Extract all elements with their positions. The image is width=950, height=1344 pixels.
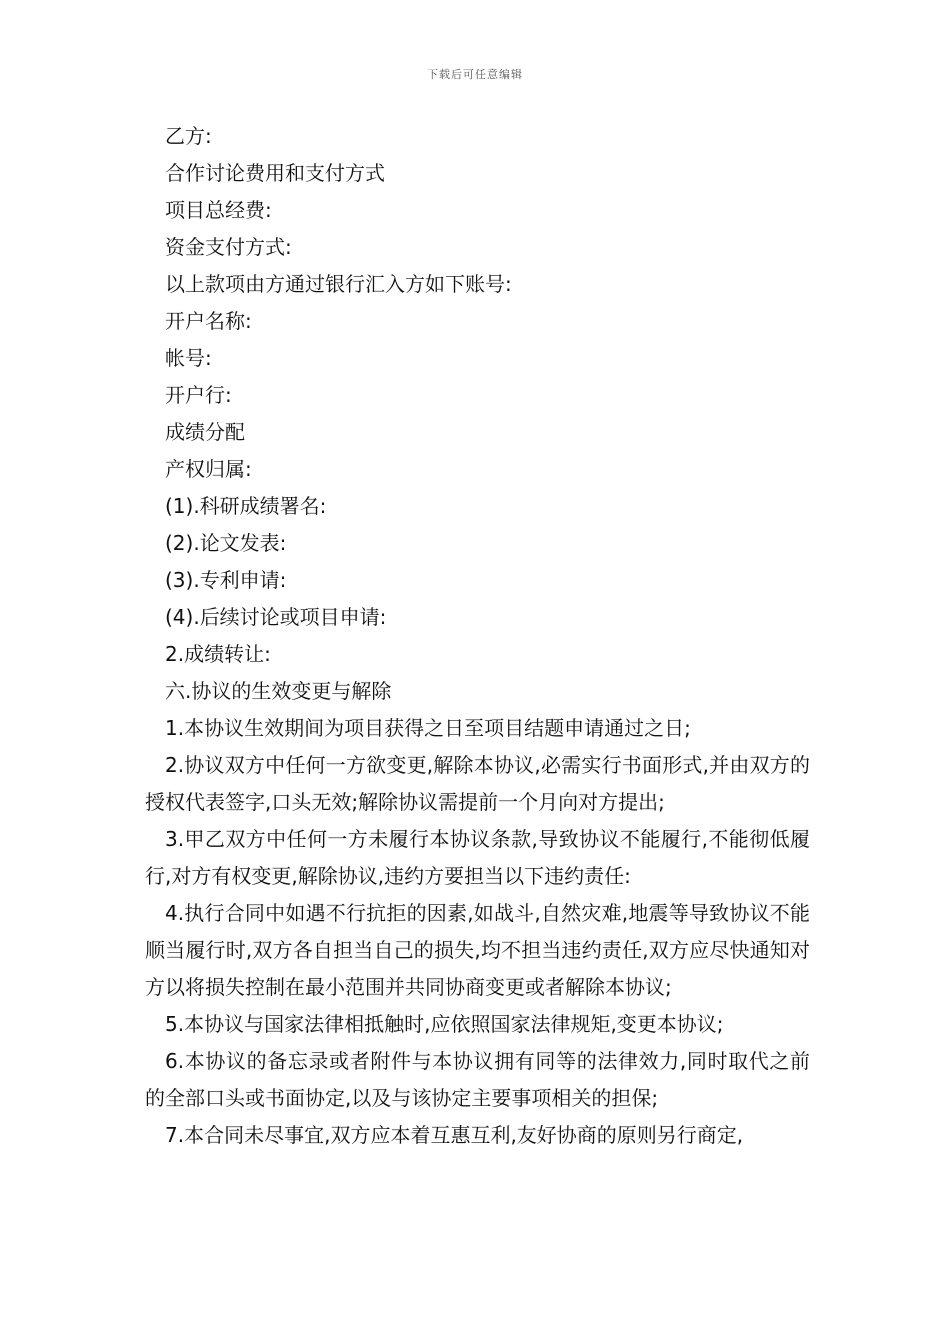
- payment-method-label: 资金支付方式:: [165, 235, 292, 259]
- section-six-heading: 六.协议的生效变更与解除: [165, 679, 392, 703]
- page-header: 下载后可任意编辑: [427, 68, 523, 81]
- account-name-label: 开户名称:: [165, 309, 252, 333]
- clause-4: 4.执行合同中如遇不行抗拒的因素,如战斗,自然灾难,地震等导致协议不能顺当履行时,双方各自担当自己的损失,均不担当违约责任,双方应尽快通知对方以将损失控制在最小范围并共同协商变更或者解除本协议;: [145, 901, 810, 999]
- section-fees-heading: 合作讨论费用和支付方式: [165, 161, 385, 185]
- item-paper-publication: (2).论文发表:: [165, 531, 287, 555]
- document-body: [145, 118, 810, 1154]
- clause-1: 1.本协议生效期间为项目获得之日至项目结题申请通过之日;: [165, 716, 691, 740]
- bank-transfer-line: 以上款项由方通过银行汇入方如下账号:: [165, 272, 512, 296]
- item-results-transfer: 2.成绩转让:: [165, 642, 271, 666]
- item-patent-application: (3).专利申请:: [165, 568, 287, 592]
- clause-3: 3.甲乙双方中任何一方未履行本协议条款,导致协议不能履行,不能彻低履行,对方有权变更,解除协议,违约方要担当以下违约责任:: [145, 827, 810, 888]
- clause-5: 5.本协议与国家法律相抵触时,应依照国家法律规矩,变更本协议;: [165, 1012, 724, 1036]
- clause-6: 6.本协议的备忘录或者附件与本协议拥有同等的法律效力,同时取代之前的全部口头或书面协定,以及与该协定主要事项相关的担保;: [145, 1049, 810, 1110]
- section-results-heading: 成绩分配: [165, 420, 245, 444]
- bank-branch-label: 开户行:: [165, 383, 232, 407]
- party-b-label: 乙方:: [165, 124, 212, 148]
- ownership-label: 产权归属:: [165, 457, 252, 481]
- clause-2: 2.协议双方中任何一方欲变更,解除本协议,必需实行书面形式,并由双方的授权代表签字,口头无效;解除协议需提前一个月向对方提出;: [145, 753, 810, 814]
- item-follow-up-research: (4).后续讨论或项目申请:: [165, 605, 387, 629]
- total-budget-label: 项目总经费:: [165, 198, 272, 222]
- item-research-credit: (1).科研成绩署名:: [165, 494, 327, 518]
- clause-7: 7.本合同未尽事宜,双方应本着互惠互利,友好协商的原则另行商定,: [165, 1123, 744, 1147]
- account-number-label: 帐号:: [165, 346, 212, 370]
